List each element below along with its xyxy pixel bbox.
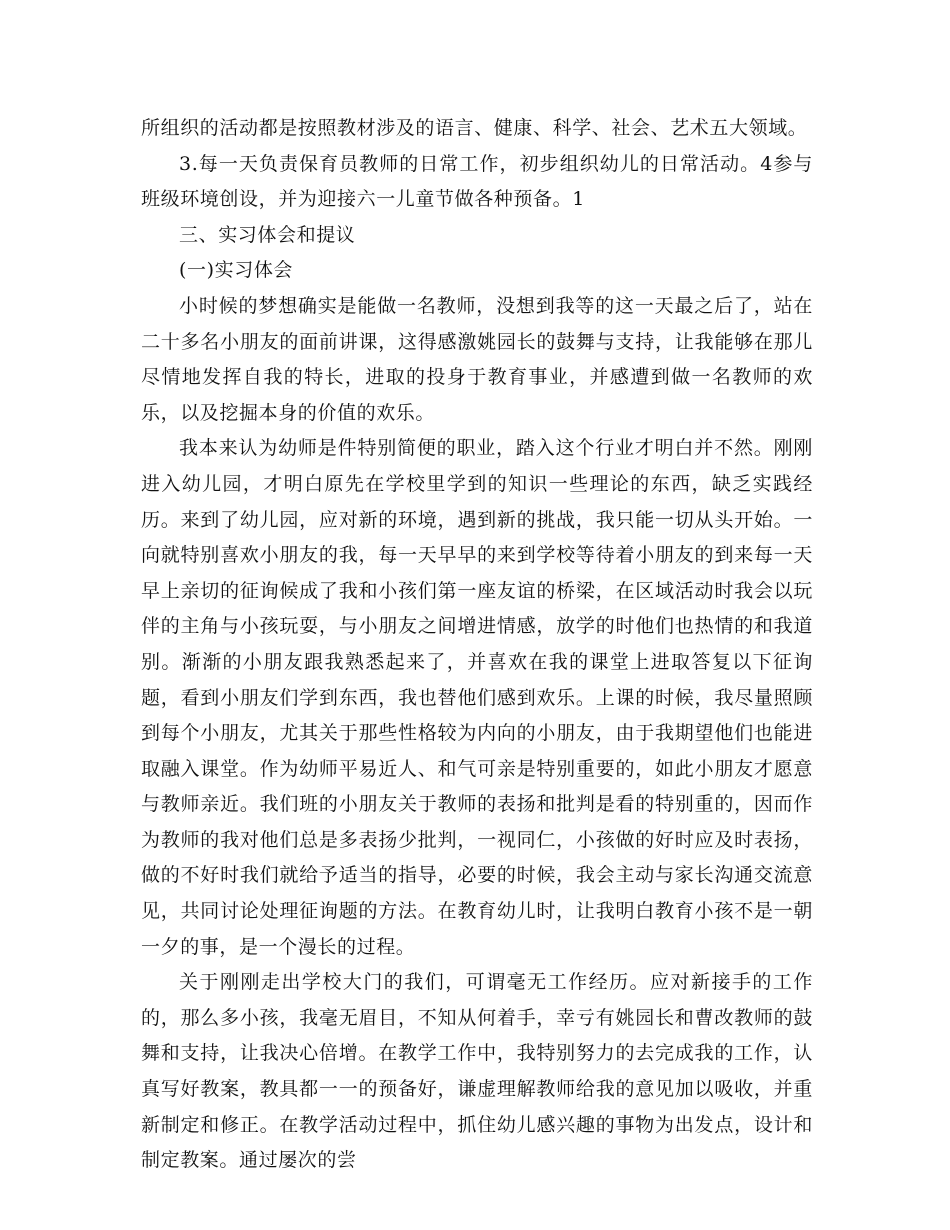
paragraph-daily-work: 3.每一天负责保育员教师的日常工作，初步组织幼儿的日常活动。4参与班级环境创设，并为迎接六一儿童节做各种预备。1: [141, 152, 813, 211]
document-body: [141, 111, 813, 1179]
section-heading-experience: 三、实习体会和提议: [179, 223, 356, 246]
paragraph-continuation: 所组织的活动都是按照教材涉及的语言、健康、科学、社会、艺术五大领域。: [141, 117, 808, 139]
paragraph-new-graduate: 关于刚刚走出学校大门的我们，可谓毫无工作经历。应对新接手的工作的，那么多小孩，我毫无眉目，不知从何着手，幸亏有姚园长和曹改教师的鼓舞和支持，让我决心倍增。在教学工作中，我特别努力的去完成我的工作，认真写好教案，教具都一一的预备好，谦虚理解教师给我的意见加以吸收，并重新制定和修正。在教学活动过程中，抓住幼儿感兴趣的事物为出发点，设计和制定教案。通过屡次的尝: [141, 971, 813, 1172]
paragraph-teacher-reflection: 我本来认为幼师是件特别简便的职业，踏入这个行业才明白并不然。刚刚进入幼儿园，才明白原先在学校里学到的知识一些理论的东西，缺乏实践经历。来到了幼儿园，应对新的环境，遇到新的挑战，我只能一切从头开始。一向就特别喜欢小朋友的我，每一天早早的来到学校等待着小朋友的到来每一天早上亲切的征询候成了我和小孩们第一座友谊的桥梁，在区域活动时我会以玩伴的主角与小孩玩耍，与小朋友之间增进情感，放学的时他们也热情的和我道别。渐渐的小朋友跟我熟悉起来了，并喜欢在我的课堂上进取答复以下征询题，看到小朋友们学到东西，我也替他们感到欢乐。上课的时候，我尽量照顾到每个小朋友，尤其关于那些性格较为内向的小朋友，由于我期望他们也能进取融入课堂。作为幼师平易近人、和气可亲是特别重要的，如此小朋友才愿意与教师亲近。我们班的小朋友关于教师的表扬和批判是看的特别重的，因而作为教师的我对他们总是多表扬少批判，一视同仁，小孩做的好时应及时表扬，做的不好时我们就给予适当的指导，必要的时候，我会主动与家长沟通交流意见，共同讨论处理征询题的方法。在教育幼儿时，让我明白教育小孩不是一朝一夕的事，是一个漫长的过程。: [141, 437, 813, 958]
paragraph-childhood-dream: 小时候的梦想确实是能做一名教师，没想到我等的这一天最之后了，站在二十多名小朋友的面前讲课，这得感激姚园长的鼓舞与支持，让我能够在那儿尽情地发挥自我的特长，进取的投身于教育事业，并感遭到做一名教师的欢乐，以及挖掘本身的价值的欢乐。: [141, 294, 813, 424]
subsection-heading-experience: (一)实习体会: [179, 259, 294, 282]
